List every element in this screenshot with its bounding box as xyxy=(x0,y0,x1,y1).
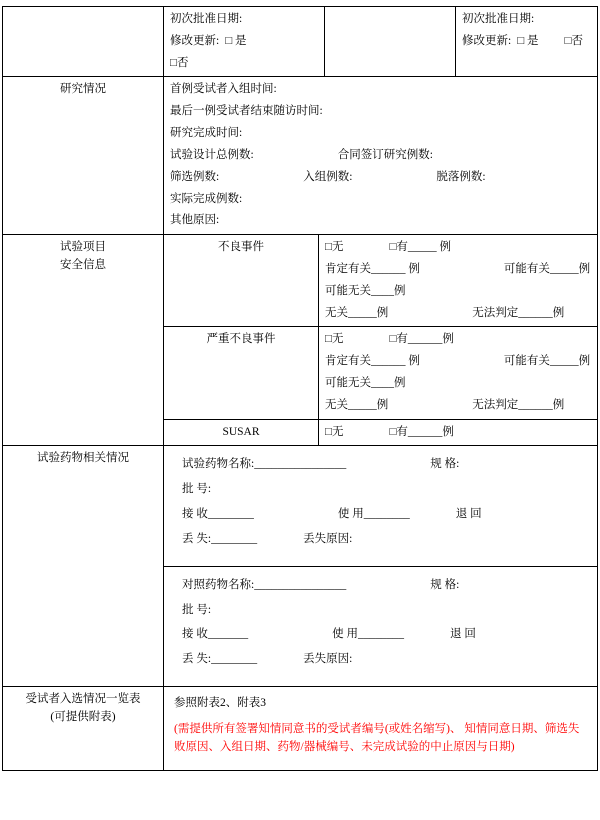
test-drug-spec-label: 规 格: xyxy=(430,458,460,471)
safety-label-line2: 安全信息 xyxy=(60,258,106,271)
approval-row xyxy=(3,7,598,77)
sae-name: 严重不良事件 xyxy=(164,327,319,419)
control-drug-cell xyxy=(164,566,597,686)
study-section-content xyxy=(164,77,598,235)
susar-name: SUSAR xyxy=(164,419,319,445)
control-drug-block xyxy=(164,566,597,686)
ae-detail xyxy=(319,235,598,327)
sae-definite-related: 肯定有关______ 例 xyxy=(325,355,420,368)
test-drug-lost-reason-label: 丢失原因: xyxy=(303,532,353,545)
safety-label-line1: 试验项目 xyxy=(60,241,106,254)
test-drug-lost-line xyxy=(182,531,591,549)
contract-total-label: 合同签订研究例数: xyxy=(337,148,433,161)
revision-right xyxy=(462,33,591,51)
control-drug-lost-line xyxy=(182,651,591,669)
subject-note-text: (需提供所有签署知情同意书的受试者编号(或姓名缩写)、 知情同意日期、筛选失败原因、入组日期、药物/器械编号、未完成试验的中止原因与日期) xyxy=(174,722,580,753)
ae-head xyxy=(325,239,591,257)
test-drug-receive-label: 接 收________ xyxy=(182,508,254,521)
ae-item-1 xyxy=(325,261,591,279)
sae-possibly-unrelated: 可能无关____例 xyxy=(325,377,406,389)
actual-total-label: 实际完成例数: xyxy=(170,192,243,205)
control-drug-return-label: 退 回 xyxy=(450,628,476,641)
safety-section-label xyxy=(3,235,164,446)
first-approval-date-right: 初次批准日期: xyxy=(462,13,535,25)
first-subject-enroll-time: 首例受试者入组时间: xyxy=(170,83,277,96)
test-drug-name-label: 试验药物名称:________________ xyxy=(182,458,347,471)
test-drug-use-label: 使 用________ xyxy=(337,508,410,521)
screen-enroll-dropout-line xyxy=(170,169,591,187)
control-drug-batch-line: 批 号: xyxy=(182,603,212,616)
design-contract-line xyxy=(170,147,591,165)
control-drug-spec-label: 规 格: xyxy=(430,578,460,591)
revision-label-left: 修改更新: xyxy=(170,34,220,47)
subject-section-content xyxy=(164,686,598,770)
control-drug-flow-line xyxy=(182,626,591,644)
safety-row xyxy=(3,235,598,446)
screen-total-label: 筛选例数: xyxy=(170,170,220,183)
ae-possibly-unrelated: 可能无关____例 xyxy=(325,284,406,297)
revision-no-right[interactable]: □否 xyxy=(564,34,583,47)
sae-detail xyxy=(319,327,598,419)
susar-none-checkbox[interactable]: □无 xyxy=(325,425,344,438)
ae-have-checkbox[interactable]: □有_____ 例 xyxy=(389,241,452,254)
approval-empty-left xyxy=(3,7,164,77)
drug-section-label: 试验药物相关情况 xyxy=(3,446,164,687)
revision-no-left[interactable]: □否 xyxy=(170,56,189,69)
study-completion-time: 研究完成时间: xyxy=(170,127,243,140)
test-drug-return-label: 退 回 xyxy=(455,508,482,521)
susar-row xyxy=(164,419,597,445)
control-drug-lost-label: 丢 失:________ xyxy=(182,653,258,666)
sae-item-3 xyxy=(325,397,591,415)
susar-detail xyxy=(319,419,598,445)
ae-name: 不良事件 xyxy=(164,235,319,327)
safety-section-content xyxy=(164,235,598,446)
revision-label-right: 修改更新: xyxy=(462,34,512,47)
ae-definite-related: 肯定有关______ 例 xyxy=(325,262,420,275)
revision-left xyxy=(170,33,318,51)
test-drug-lost-label: 丢 失:________ xyxy=(182,532,258,545)
study-section-label: 研究情况 xyxy=(3,77,164,235)
subject-section-label xyxy=(3,686,164,770)
ae-row xyxy=(164,235,597,327)
revision-yes-left[interactable]: □ 是 xyxy=(225,34,247,47)
susar-head xyxy=(325,424,591,442)
study-row xyxy=(3,77,598,235)
sae-have-checkbox[interactable]: □有______例 xyxy=(389,333,454,346)
ae-item-3 xyxy=(325,305,591,323)
control-drug-lost-reason-label: 丢失原因: xyxy=(303,653,353,666)
test-drug-block xyxy=(164,446,597,566)
sae-item-2 xyxy=(325,375,591,393)
ae-none-checkbox[interactable]: □无 xyxy=(325,241,344,254)
design-total-label: 试验设计总例数: xyxy=(170,148,254,161)
subject-list-row xyxy=(3,686,598,770)
drug-row xyxy=(3,446,598,687)
approval-right-cell xyxy=(456,7,598,77)
sae-none-checkbox[interactable]: □无 xyxy=(325,333,344,346)
ae-unrelated: 无关_____例 xyxy=(325,306,389,319)
test-drug-flow-line xyxy=(182,506,591,524)
control-drug-name-label: 对照药物名称:________________ xyxy=(182,578,347,591)
other-reason-label: 其他原因: xyxy=(170,214,220,227)
test-drug-batch-line: 批 号: xyxy=(182,483,212,496)
test-drug-name-line xyxy=(182,456,591,474)
subject-label-line2: (可提供附表) xyxy=(50,710,116,723)
sae-row xyxy=(164,327,597,419)
ae-possible-related: 可能有关_____例 xyxy=(503,262,591,275)
sae-undetermined: 无法判定______例 xyxy=(472,398,565,411)
first-approval-date-left: 初次批准日期: xyxy=(170,13,243,25)
approval-middle-cell xyxy=(325,7,456,77)
sae-item-1 xyxy=(325,353,591,371)
sae-unrelated: 无关_____例 xyxy=(325,398,389,411)
enrolled-total-label: 入组例数: xyxy=(303,170,353,183)
last-subject-followup-time: 最后一例受试者结束随访时间: xyxy=(170,105,323,118)
susar-have-checkbox[interactable]: □有______例 xyxy=(389,425,454,438)
drug-section-content xyxy=(164,446,598,687)
clinical-trial-summary-form xyxy=(2,6,598,771)
drug-table xyxy=(164,446,597,686)
safety-table xyxy=(164,235,597,445)
sae-head xyxy=(325,331,591,349)
sae-possible-related: 可能有关_____例 xyxy=(503,355,591,368)
ae-undetermined: 无法判定______例 xyxy=(472,306,565,319)
subject-reference-text: 参照附表2、附表3 xyxy=(174,696,266,709)
dropout-total-label: 脱落例数: xyxy=(436,170,486,183)
approval-left-cell xyxy=(164,7,325,77)
control-drug-name-line xyxy=(182,577,591,595)
revision-yes-right[interactable]: □ 是 xyxy=(517,34,539,47)
ae-item-2 xyxy=(325,283,591,301)
subject-label-line1: 受试者入选情况一览表 xyxy=(25,692,141,705)
control-drug-use-label: 使 用________ xyxy=(332,628,404,641)
test-drug-cell xyxy=(164,446,597,566)
control-drug-receive-label: 接 收_______ xyxy=(182,628,249,641)
